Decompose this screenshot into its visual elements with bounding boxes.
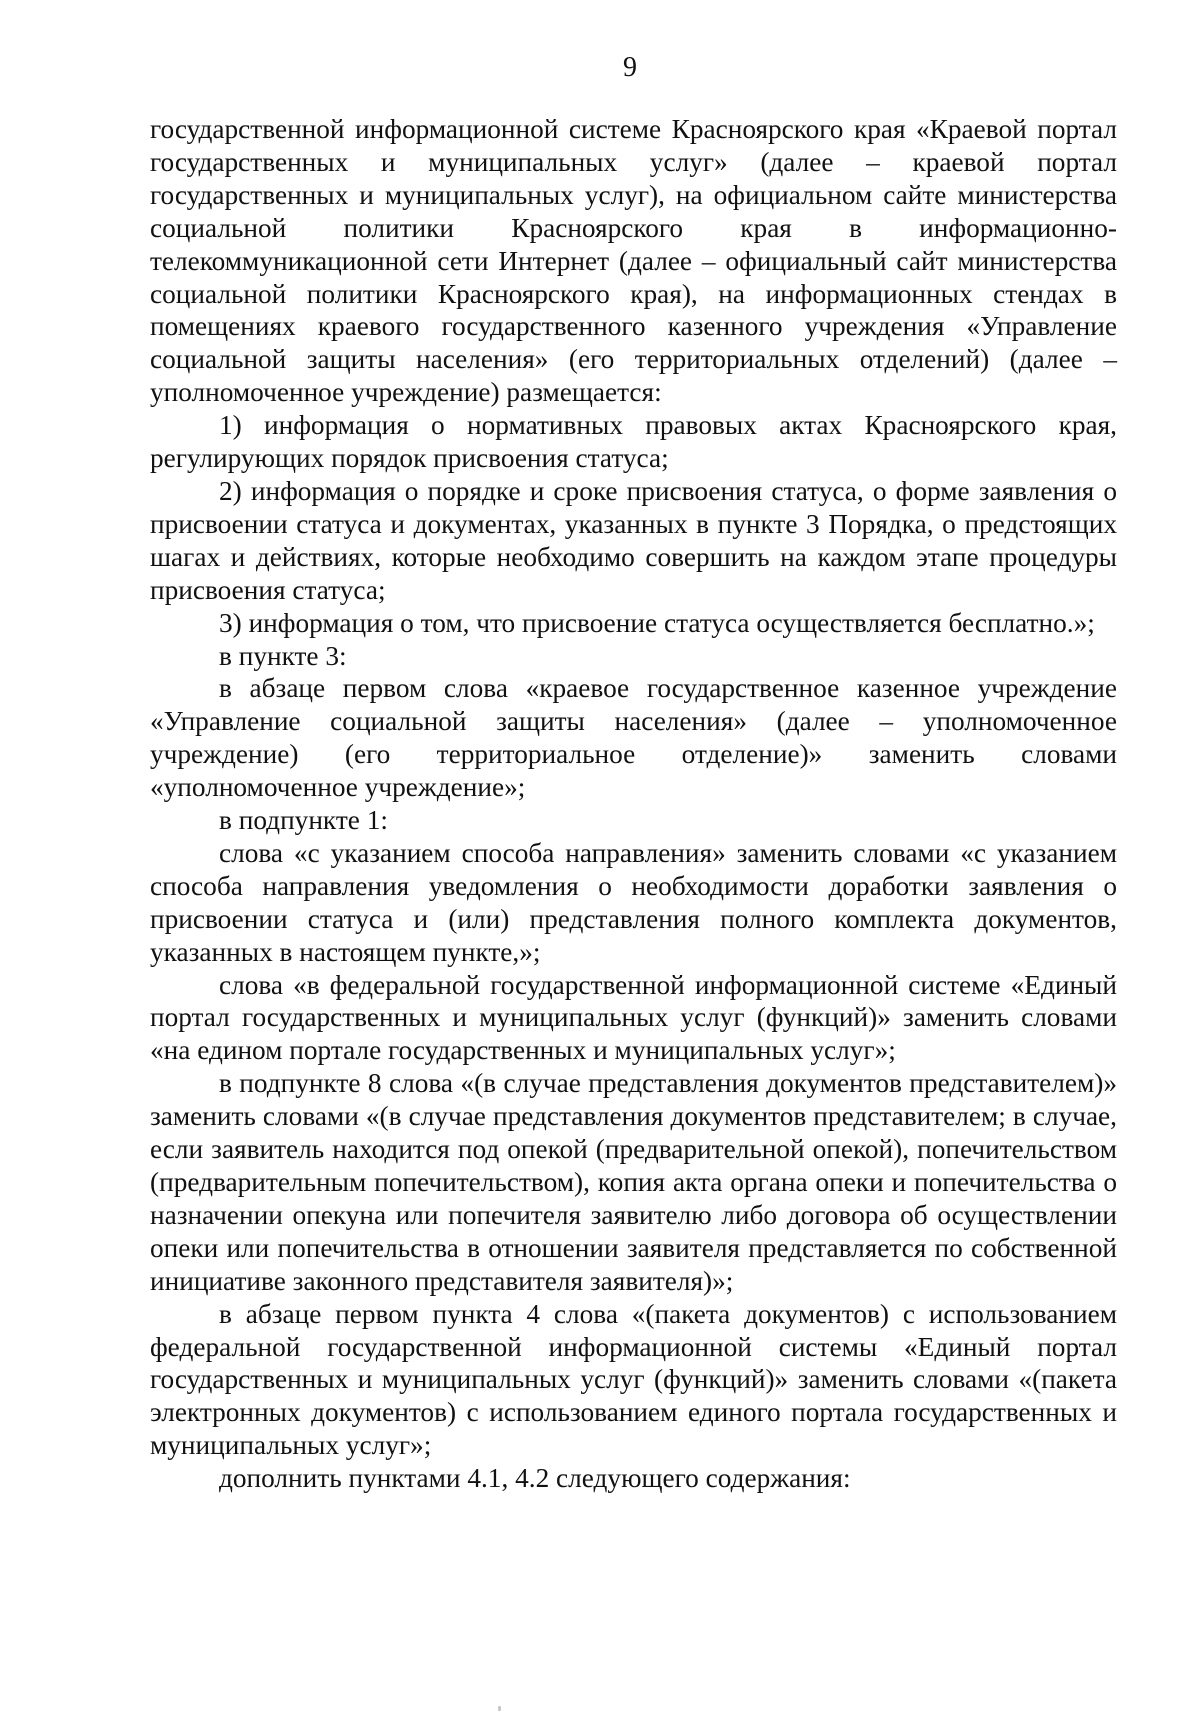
paragraph: в подпункте 1: [219, 805, 388, 836]
paragraph: слова «с указанием способа направления» заменить словами «с указанием способа направления уведомления о необходимости доработки заявления о присвоении статуса и (или) представления полного комплекта документов, указанных в настоящем пункте,»; [150, 837, 1117, 967]
paragraph: в подпункте 8 слова «(в случае представления документов представителем)» заменить словами «(в случае представления документов представителем; в случае, если заявитель находится под опекой (предварительной опекой), попечительством (предварительным попечительством), копия акта органа опеки и попечительства о назначении опекуна или попечителя заявителю либо договора об осуществлении опеки или попечительства в отношении заявителя представляется по собственной инициативе законного представителя заявителя)»; [150, 1068, 1117, 1296]
paragraph: государственной информационной системе Красноярского края «Краевой портал государственных и муниципальных услуг» (далее – краевой портал государственных и муниципальных услуг), на официальном сайте министерства социальной политики Красноярского края в информационно-телекоммуникационной сети Интернет (далее – официальный сайт министерства социальной политики Красноярского края), на информационных стендах в помещениях краевого государственного казенного учреждения «Управление социальной защиты населения» (его территориальных отделений) (далее – уполномоченное учреждение) размещается: [150, 114, 1117, 408]
paragraph: в абзаце первом слова «краевое государственное казенное учреждение «Управление социальной защиты населения» (далее – уполномоченное учреждение) (его территориальное отделение)» заменить словами «уполномоченное учреждение»; [150, 673, 1117, 803]
scan-artifact [498, 1706, 501, 1711]
paragraph: 2) информация о порядке и сроке присвоения статуса, о форме заявления о присвоении статуса и документах, указанных в пункте 3 Порядка, о предстоящих шагах и действиях, которые необходимо совершить на каждом этапе процедуры присвоения статуса; [150, 475, 1117, 605]
paragraph: 1) информация о нормативных правовых актах Красноярского края, регулирующих порядок присвоения статуса; [150, 410, 1117, 474]
page-number: 9 [623, 52, 637, 83]
paragraph: в абзаце первом пункта 4 слова «(пакета документов) с использованием федеральной государственной информационной системы «Единый портал государственных и муниципальных услуг (функций)» заменить словами «(пакета электронных документов) с использованием единого портала государственных и муниципальных услуг»; [150, 1298, 1117, 1461]
paragraph: дополнить пунктами 4.1, 4.2 следующего содержания: [219, 1463, 851, 1494]
paragraph: слова «в федеральной государственной информационной системе «Единый портал государственных и муниципальных услуг (функций)» заменить словами «на едином портале государственных и муниципальных услуг»; [150, 969, 1117, 1066]
paragraph: в пункте 3: [219, 640, 347, 671]
document-body [150, 113, 1117, 1495]
paragraph: 3) информация о том, что присвоение статуса осуществляется бесплатно.»; [219, 607, 1095, 638]
